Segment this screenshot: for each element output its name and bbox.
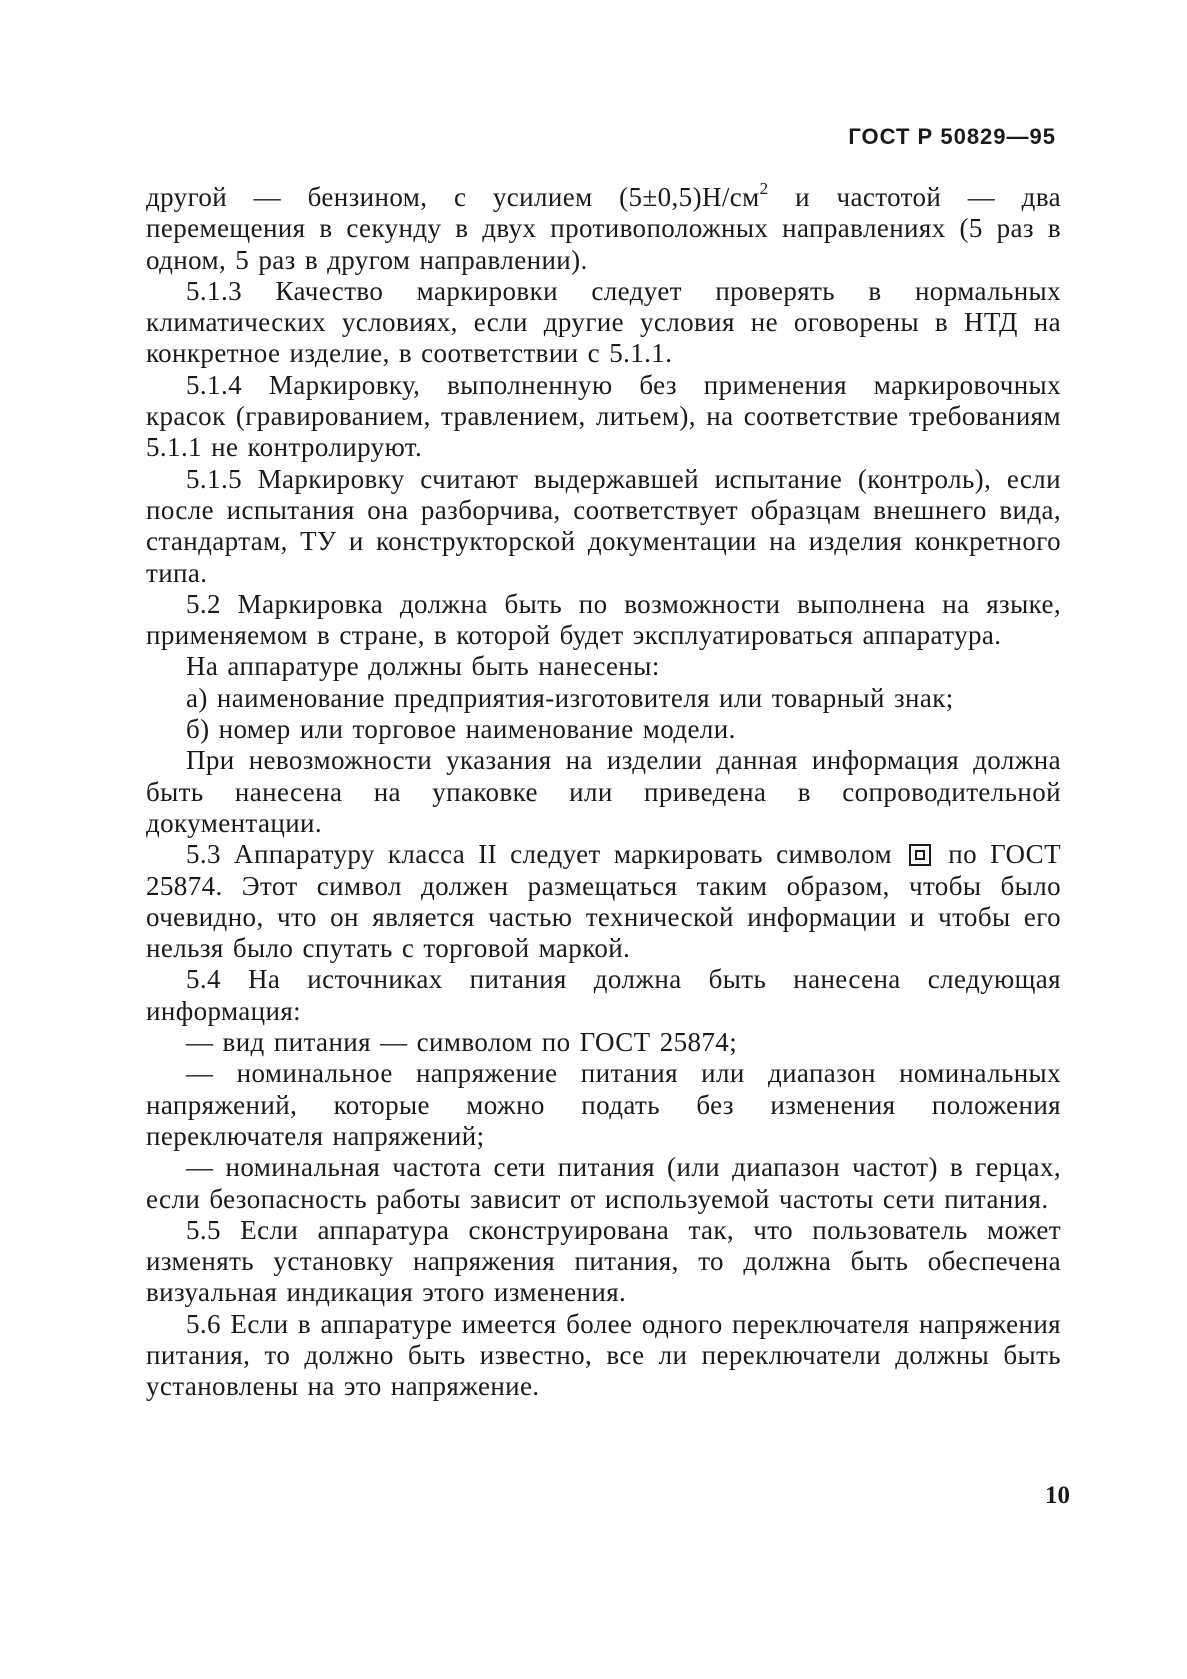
clause-5-4-item-2: — номинальное напряжение питания или диапазон номинальных напряжений, которые можно подать без изменения положения переключателя напряжений;: [146, 1058, 1061, 1151]
page-number: 10: [1045, 1482, 1070, 1509]
clause-5-6: 5.6 Если в аппаратуре имеется более одного переключателя напряжения питания, то должно быть известно, все ли переключатели должны быть установлены на это напряжение.: [146, 1308, 1061, 1402]
double-square-icon: [909, 844, 931, 866]
clause-5-2: 5.2 Маркировка должна быть по возможности выполнена на языке, применяемом в стране, в которой будет эксплуатироваться аппаратура.: [146, 588, 1061, 651]
clause-5-4-item-3: — номинальная частота сети питания (или диапазон частот) в герцах, если безопасность работы зависит от используемой частоты сети питания.: [146, 1152, 1061, 1214]
clause-5-3: [146, 839, 1061, 964]
clause-5-3-text-end: по ГОСТ 25874. Этот символ должен размещаться таким образом, чтобы было очевидно, что он является частью технической информации и чтобы его нельзя было спутать с торговой маркой.: [146, 839, 1061, 964]
clause-5-2-item-b: б) номер или торговое наименование модели.: [186, 714, 736, 745]
paragraph-continuation: [146, 179, 1062, 276]
clause-5-1-3: 5.1.3 Качество маркировки следует проверять в нормальных климатических условиях, если другие условия не оговорены в НТД на конкретное изделие, в соответствии с 5.1.1.: [146, 275, 1061, 369]
paragraph-continuation-text-end: и частотой — два перемещения в секунду в двух противоположных направлениях (5 раз в одном, 5 раз в другом направлении).: [146, 182, 1062, 275]
body-text: [146, 179, 1062, 1403]
clause-5-1-5: 5.1.5 Маркировку считают выдержавшей испытание (контроль), если после испытания она разборчива, соответствует образцам внешнего вида, стандартам, ТУ и конструкторской документации на изделия конкретного типа.: [146, 463, 1061, 588]
paragraph-continuation-text: другой — бензином, с усилием (5±0,5)Н/см: [146, 182, 760, 212]
clause-5-4: 5.4 На источниках питания должна быть нанесена следующая информация:: [146, 964, 1061, 1026]
clause-5-3-text-start: 5.3 Аппаратуру класса II следует маркировать символом: [186, 839, 893, 870]
clause-5-2-note: При невозможности указания на изделии данная информация должна быть нанесена на упаковке или приведена в сопроводительной документации.: [146, 745, 1061, 838]
superscript-exponent: 2: [759, 179, 769, 198]
clause-5-2-item-a: а) наименование предприятия-изготовителя или товарный знак;: [186, 682, 954, 713]
clause-5-2-intro: На аппаратуре должны быть нанесены:: [186, 651, 660, 682]
standard-code-header: ГОСТ Р 50829—95: [848, 124, 1056, 149]
clause-5-1-4: 5.1.4 Маркировку, выполненную без применения маркировочных красок (гравированием, травлением, литьем), на соответствие требованиям 5.1.1 не контролируют.: [146, 369, 1061, 463]
clause-5-5: 5.5 Если аппаратура сконструирована так, что пользователь может изменять установку напряжения питания, то должна быть обеспечена визуальная индикация этого изменения.: [146, 1214, 1061, 1308]
clause-5-4-item-1: — вид питания — символом по ГОСТ 25874;: [186, 1027, 738, 1058]
